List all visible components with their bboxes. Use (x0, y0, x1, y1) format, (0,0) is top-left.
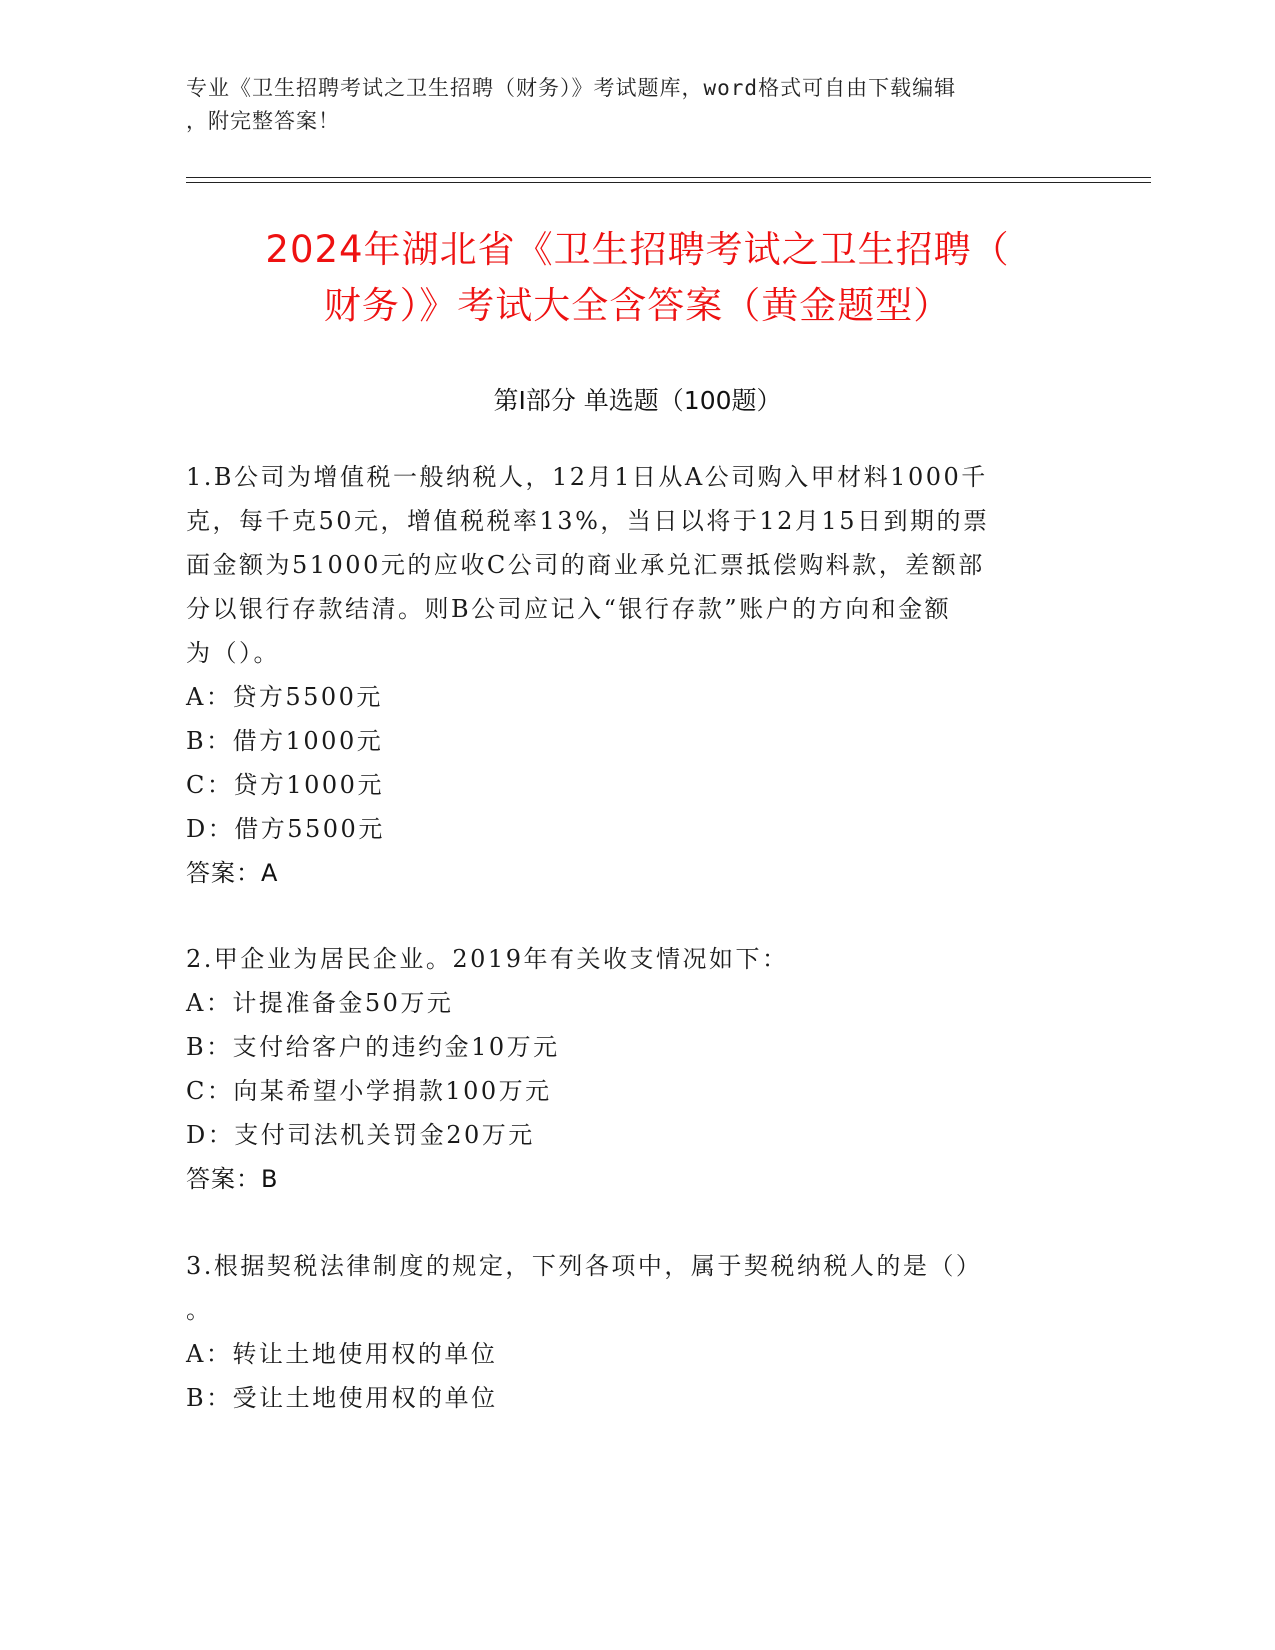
question-2-option-c: C：向某希望小学捐款100万元 (186, 1077, 552, 1105)
document-title (150, 222, 1125, 334)
question-1-stem: 1.B公司为增值税一般纳税人，12月1日从A公司购入甲材料1000千 (186, 463, 988, 491)
header-note-line: ，附完整答案！ (186, 109, 340, 133)
question-3-stem: 。 (186, 1296, 213, 1324)
question-2-answer: 答案：B (186, 1165, 279, 1193)
section-heading: 第Ⅰ部分 单选题（100题） (493, 386, 782, 415)
question-1-option-d: D：借方5500元 (186, 815, 385, 843)
question-2-stem: 2.甲企业为居民企业。2019年有关收支情况如下： (186, 945, 789, 973)
question-2-option-a: A：计提准备金50万元 (186, 989, 454, 1017)
question-1-answer: 答案：A (186, 859, 279, 887)
question-3-option-a: A：转让土地使用权的单位 (186, 1340, 498, 1368)
question-2-option-d: D：支付司法机关罚金20万元 (186, 1121, 535, 1149)
question-3-stem: 3.根据契税法律制度的规定，下列各项中，属于契税纳税人的是（） (186, 1252, 983, 1280)
title-line: 财务）》考试大全含答案（黄金题型） (323, 284, 952, 327)
question-1-option-c: C：贷方1000元 (186, 771, 384, 799)
header-note (186, 72, 1086, 138)
question-1-option-b: B：借方1000元 (186, 727, 384, 755)
question-1-option-a: A：贷方5500元 (186, 683, 383, 711)
question-1-stem: 分以银行存款结清。则B公司应记入“银行存款”账户的方向和金额 (186, 595, 952, 623)
question-3-option-b: B：受让土地使用权的单位 (186, 1384, 498, 1412)
question-1-stem: 为（）。 (186, 639, 280, 667)
header-divider (186, 182, 1151, 183)
header-divider (186, 177, 1151, 178)
header-note-line: 专业《卫生招聘考试之卫生招聘（财务）》考试题库，word格式可自由下载编辑 (186, 76, 957, 100)
question-2-option-b: B：支付给客户的违约金10万元 (186, 1033, 560, 1061)
title-line: 2024年湖北省《卫生招聘考试之卫生招聘（ (265, 228, 1010, 271)
question-1-stem: 面金额为51000元的应收C公司的商业承兑汇票抵偿购料款，差额部 (186, 551, 985, 579)
question-1-stem: 克，每千克50元，增值税税率13%，当日以将于12月15日到期的票 (186, 507, 990, 535)
